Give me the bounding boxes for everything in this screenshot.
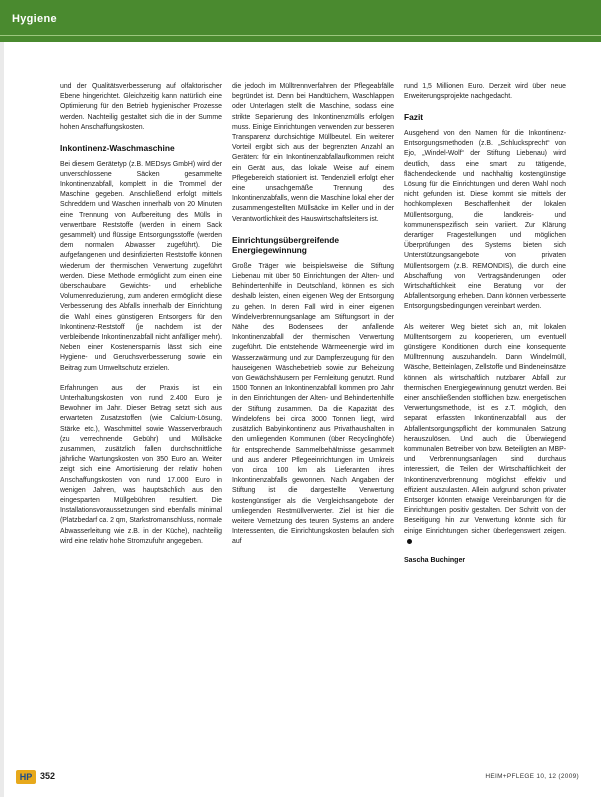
paragraph: die jedoch im Mülltrennverfahren der Pflegeabfälle begründet ist. Denn bei Handtüchern, Waschlappen oder Unterlagen stellt die Maschine, sodass eine strikte Separierung des Inkontinenzmülls erfolgen muss. Einige Einrichtungen verwenden zur besseren Transparenz durchsichtige Müllbeutel. Ein weiterer Vorteil ergibt sich aus der begrenzten Anzahl an Geräten: für ein Inkontinenzabfallaufkommen reicht ein Gerät aus, das lokale Weise auf einem Pflegebereich stationiert ist. Tendenziell erfolgt eher eine unsachgemäße Trennung des Inkontinenzabfalls, wenn die Maschine lokal eher der zusammengestellten Müllsäcke im Keller und in der Verantwortlichkeit des Hauswirtschaftsleiters ist. bbox=[232, 83, 394, 223]
section-header-bar bbox=[0, 0, 601, 42]
paragraph: Bei diesem Gerätetyp (z.B. MEDsys GmbH) wird der unverschlossene Säcken gesammelte Inkontinenzabfall, komplett in die Trommel der Maschine gegeben. Anschließend erfolgt mittels Schreddern und Waschen innerhalb von 20 Minuten eine Trennung von Aufbereitung des Mülls in verwertbare Reststoffe (werden in einem Sack gesammelt) und flüssige Entsorgungsstoffe (werden dem normalen Abwasser zugeführt). Die aufgefangenen und desinfizierten Reststoffe können wiederum der thermischen Verwertung zugeführt werden. Diese Methode ermöglicht zum einen eine überschaubare Gewichts- und erhebliche Volumenreduzierung, zum anderen ermöglicht diese Verbesserung des Abfalls innerhalb der Einrichtung die Wahl eines günstigeren Entsorgers für den Inkontinenz-Reststoff (je nachdem ist der verbleibende Inkontinenzabfall nicht anfälliger mehr). Neben einer Kostenersparnis lässt sich eine Hygiene- und Geruchsverbesserung sowie ein Beitrag zum Umweltschutz erzielen. bbox=[60, 160, 222, 372]
paragraph: rund 1,5 Millionen Euro. Derzeit wird über neue Erweiterungsprojekte nachgedacht. bbox=[404, 83, 566, 101]
scan-edge bbox=[0, 42, 4, 797]
paragraph: Ausgehend von den Namen für die Inkontinenz-Entsorgungsmethoden (z.B. „Schlucksprecht“ von Ejo, „Windel-Wolf“ der Stiftung Liebenau) wird deutlich, dass eine smart zu tätigende, flächendeckende und nachhaltig kostengünstige Lösung für die Einrichtungen und deren Wahl noch nicht gefunden ist. Diese kommt sie mittels der hochkomplexen Beschaffenheit der lokalen Müllentsorgung, die landkreis- und kommunenspezifisch sein variiert. Zur Klärung derartiger Fragestellungen und möglichen Überprüfungen des Systems bieten sich Unterstützungsangebote von privaten Müllentsorgern (z.B. REMONDIS), die durch eine Abschaffung von Vertragsänderungen oder Wirtschaftlichkeit eine Beratung vor der Abfallentsorgung erheben. Dann können verbesserte Entsorgungsbedingungen vereinbart werden. bbox=[404, 129, 566, 311]
page-footer bbox=[0, 768, 601, 790]
subheading-energiegewinnung: Einrichtungsübergreifende Energiegewinnung bbox=[232, 234, 340, 256]
paragraph-final bbox=[404, 323, 566, 547]
journal-logo-icon: HP bbox=[16, 770, 36, 784]
author-name: Sascha Buchinger bbox=[404, 557, 466, 565]
paragraph: Erfahrungen aus der Praxis ist ein Unterhaltungskosten von rund 2.400 Euro je Bewohner im Jahr. Dieser Betrag setzt sich aus erwarteten Zusatzstoffen (wie Calcium-Lösung, Stärke etc.), Waschmittel sowie Wasserverbrauch (zu verrechnende Gebühr) und Müllsäcke zusammen, zusätzlich fallen durchschnittliche jährliche Wartungskosten von 350 Euro an. Weiter zeigt sich eine Amortisierung der relativ hohen Anschaffungskosten von rund 17.000 Euro in wenigen Jahren, was hauptsächlich aus den eingesparten Müllgebühren resultiert. Die Installationsvoraussetzungen sind ebenfalls minimal (Platzbedarf ca. 2 qm, Starkstromanschluss, normale Abwasserleitung wie z.B. in der Küche), nachteilig wird eine relativ hohe Stromzufuhr angegeben. bbox=[60, 384, 222, 545]
header-rule bbox=[0, 35, 601, 36]
text-column-1 bbox=[60, 82, 222, 557]
subheading-fazit: Fazit bbox=[404, 112, 424, 123]
paragraph: Große Träger wie beispielsweise die Stiftung Liebenau mit über 50 Einrichtungen der Alten- und Behindertenhilfe in Deutschland, können es sich deshalb leisten, einen eigenen Weg der Entsorgung zu gehen. In deren Fall wird in einer eigenen Windelverbrennungsanlage am Stiftungsort in der Nähe des Bodensees der anfallende Inkontinenzabfall der thermischen Verwertung zugeführt. Die entstehende Wärmeenergie wird im Wasserzwärmung und zur Dampferzeugung für den hauseigenen Wäschebetrieb sowie zur Beheizung von Gewächshäusern per Fernleitung genutzt. Rund 1500 Tonnen an Inkontinenzabfall kommen pro Jahr in den Einrichtungen der Alten- und Behindertenhilfe der Stiftung zusammen. Da die Kapazität des Windelofens bei circa 3000 Tonnen liegt, wird zusätzlich Babyinkontinenz aus Privathaushalten in den umliegenden Kommunen (über Recyclinghöfe) für entsprechende Sammelbehältnisse gesammelt und aus anderer Pflegeeinrichtungen im Umkreis von circa 100 km als Lieferanten ihres Inkontinenzabfalls gewonnen. Nach Angaben der Stiftung ist die dargestellte Verwertung kostengünstiger als die Vergleichsangebote der umliegenden Restmüllverwerter. Ziel ist hier die weitere Vernetzung des teuren Systems an andere Interessenten, die Einrichtungskosten belaufen sich auf bbox=[232, 262, 394, 546]
subheading-inkontinenz-waschmaschine: Inkontinenz-Waschmaschine bbox=[60, 143, 175, 154]
text-column-2 bbox=[232, 82, 394, 558]
paragraph: und der Qualitätsverbesserung auf olfaktorischer Ebene hingerichtet. Gleichzeitig kann natürlich eine Optimierung für den Betrieb hygienischer Prozesse werden. Nachteilig gestaltet sich die in der Summe hohen Anschaffungskosten. bbox=[60, 83, 222, 131]
page-number: 352 bbox=[40, 771, 56, 781]
end-bullet-icon bbox=[407, 539, 412, 544]
text-column-3 bbox=[404, 82, 566, 564]
journal-citation: HEIM+PFLEGE 10, 12 (2009) bbox=[485, 773, 579, 780]
paragraph-final-text: Als weiterer Weg bietet sich an, mit lokalen Mülltentsorgern zu kooperieren, um eventuell günstigere Konditionen durch eine konsequente Mülltrennung auszuhandeln. Dann Windelmüll, Wäsche, Betteinlagen, Zellstoffe und Bindeneinsätze können als wirtschaftlich nutzbarer Abfall zur thermischen Energiegewinnung genutzt werden. Bei einer anschließenden stofflichen bzw. energetischen Verwertungsmethode, ist es z.T. möglich, den separat erfassten Inkontinenzabfall aus der Abfallentsorgungspflicht der kommunalen Satzung herauszulösen. Und auch die Überwiegend kommunalen Betreiber von bzw. Beteiligten an MBP- und Verbrennungsanlagen sind durchaus interessiert, die Teilen der Wirtschaftlichkeit der Inkontinenzverbrennung möglichst effektiv und effizient auszulasten. Allein aufgrund schon privater Entsorger könnten etwaige Vereinbarungen für die Einrichtungen positiv gestalten. Der Schritt von der Beseitigung hin zur Verwertung könnte sich für einige Einrichtungen sicher überlegenswert zeigen. bbox=[404, 323, 566, 535]
section-title: Hygiene bbox=[12, 13, 57, 25]
